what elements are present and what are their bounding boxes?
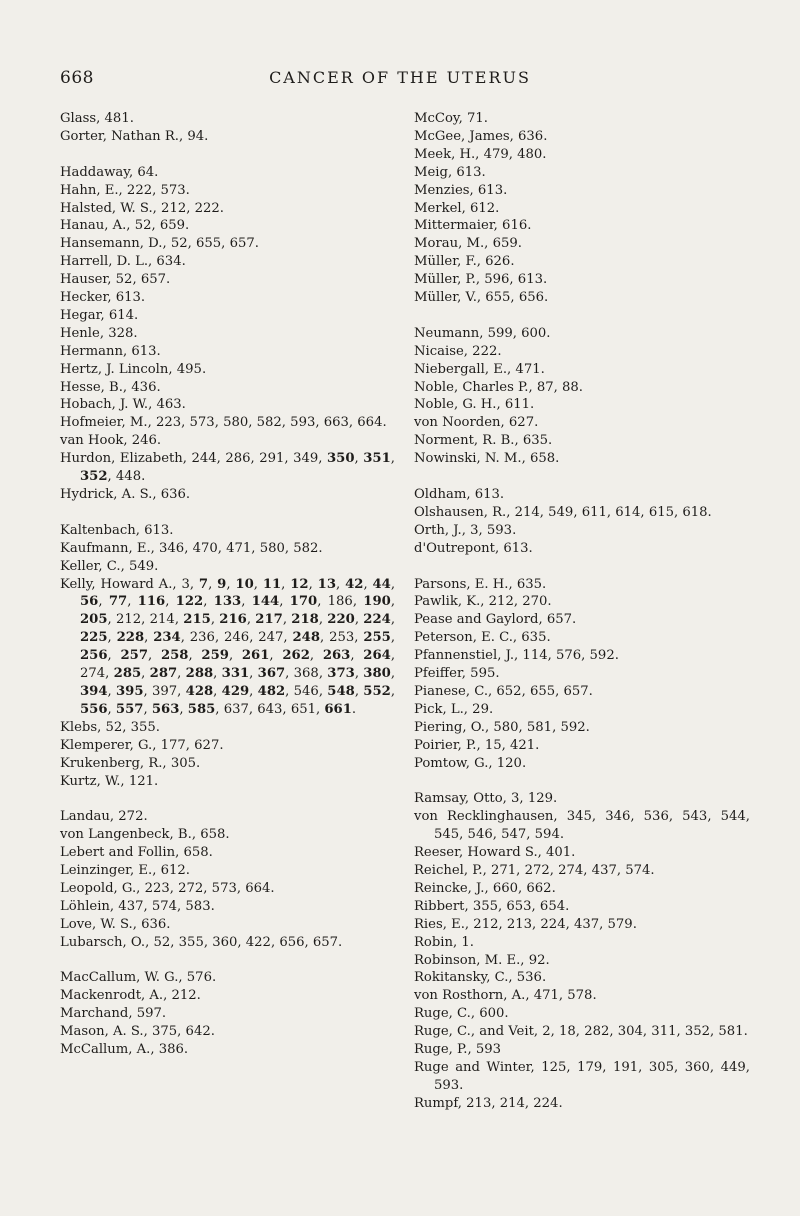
index-entry: Meek, H., 479, 480. [414, 146, 547, 162]
index-entry: Henle, 328. [60, 325, 138, 341]
index-entry: Orth, J., 3, 593. [414, 522, 517, 538]
index-entry: Robin, 1. [414, 934, 474, 950]
index-entry: Ruge, P., 593 [414, 1042, 501, 1058]
index-entry: Rumpf, 213, 214, 224. [414, 1095, 563, 1111]
index-entry: Rokitansky, C., 536. [414, 970, 547, 986]
index-entry: Ramsay, Otto, 3, 129. [414, 791, 558, 807]
index-entry: Pianese, C., 652, 655, 657. [414, 683, 593, 699]
index-entry: van Hook, 246. [60, 433, 162, 449]
index-entry: Löhlein, 437, 574, 583. [60, 898, 215, 914]
index-entry: Leopold, G., 223, 272, 573, 664. [60, 880, 275, 896]
section-gap [60, 504, 395, 522]
index-entry: Gorter, Nathan R., 94. [60, 128, 209, 144]
index-entry: Pomtow, G., 120. [414, 755, 527, 771]
index-entry: Hofmeier, M., 223, 573, 580, 582, 593, 663, 664. [60, 415, 387, 431]
index-entry: Pick, L., 29. [414, 701, 494, 717]
index-entry: Ribbert, 355, 653, 654. [414, 898, 570, 914]
index-entry: d'Outrepont, 613. [414, 540, 533, 556]
index-entry: Hurdon, Elizabeth, 244, 286, 291, 349, 350, 351, 352, 448. [60, 451, 395, 485]
index-entry: Ruge, C., 600. [414, 1006, 509, 1022]
index-entry: Mittermaier, 616. [414, 218, 532, 234]
index-entry: Noble, Charles P., 87, 88. [414, 379, 583, 395]
index-entry: Pease and Gaylord, 657. [414, 612, 577, 628]
index-entry: MacCallum, W. G., 576. [60, 970, 217, 986]
index-entry: Norment, R. B., 635. [414, 433, 553, 449]
index-entry: Müller, V., 655, 656. [414, 290, 549, 306]
index-entry: Reeser, Howard S., 401. [414, 845, 576, 861]
index-entry: Parsons, E. H., 635. [414, 576, 547, 592]
page-header [60, 68, 740, 88]
page-number: 668 [60, 68, 94, 88]
index-entry: Hermann, 613. [60, 343, 161, 359]
index-entry: Love, W. S., 636. [60, 916, 171, 932]
index-entry: Nicaise, 222. [414, 343, 502, 359]
index-entry: Halsted, W. S., 212, 222. [60, 200, 224, 216]
index-entry: Ries, E., 212, 213, 224, 437, 579. [414, 916, 637, 932]
index-entry: Hansemann, D., 52, 655, 657. [60, 236, 259, 252]
section-gap [60, 790, 395, 808]
index-entry: Oldham, 613. [414, 487, 505, 502]
index-entry: Lebert and Follin, 658. [60, 845, 213, 861]
index-entry: Merkel, 612. [414, 200, 500, 216]
index-entry: Müller, P., 596, 613. [414, 272, 548, 288]
index-entry: von Recklinghausen, 345, 346, 536, 543, 544, 545, 546, 547, 594. [414, 809, 750, 843]
index-entry: Müller, F., 626. [414, 254, 515, 270]
section-gap [414, 307, 750, 325]
index-entry: Ruge, C., and Veit, 2, 18, 282, 304, 311, 352, 581. [414, 1024, 748, 1040]
index-entry: Kaltenbach, 613. [60, 522, 174, 538]
index-entry: Meig, 613. [414, 164, 486, 180]
index-entry: Hydrick, A. S., 636. [60, 487, 191, 503]
index-entry: Hobach, J. W., 463. [60, 397, 186, 413]
index-entry: Mackenrodt, A., 212. [60, 988, 201, 1004]
section-gap [414, 772, 750, 790]
index-entry: McGee, James, 636. [414, 128, 548, 144]
index-entry: von Rosthorn, A., 471, 578. [414, 988, 597, 1004]
index-entry: Noble, G. H., 611. [414, 397, 535, 413]
index-entry: Hanau, A., 52, 659. [60, 218, 190, 234]
index-entry: Piering, O., 580, 581, 592. [414, 719, 590, 735]
index-entry: Robinson, M. E., 92. [414, 952, 550, 968]
index-entry: Poirier, P., 15, 421. [414, 737, 540, 753]
index-entry: Klebs, 52, 355. [60, 719, 160, 735]
index-entry: Haddaway, 64. [60, 164, 159, 180]
index-entry: Nowinski, N. M., 658. [414, 451, 560, 467]
index-entry: Keller, C., 549. [60, 558, 159, 574]
running-title: CANCER OF THE UTERUS [269, 68, 531, 87]
index-entry: Ruge and Winter, 125, 179, 191, 305, 360, 449, 593. [414, 1059, 750, 1093]
index-entry: Glass, 481. [60, 111, 134, 126]
index-entry: Klemperer, G., 177, 627. [60, 737, 224, 753]
section-gap [414, 468, 750, 486]
index-column-left [60, 110, 395, 1059]
index-entry: Menzies, 613. [414, 182, 508, 198]
index-entry: Reincke, J., 660, 662. [414, 880, 556, 896]
index-entry: Neumann, 599, 600. [414, 325, 551, 341]
index-entry: Hahn, E., 222, 573. [60, 182, 190, 198]
index-entry: Olshausen, R., 214, 549, 611, 614, 615, 618. [414, 504, 712, 520]
section-gap [60, 146, 395, 164]
index-entry: Kelly, Howard A., 3, 7, 9, 10, 11, 12, 13, 42, 44, 56, 77, 116, 122, 133, 144, 170, 186, 190, 205, 212, 214, 215, 216, 217, 218, 220, 224, 225, 228, 234, 236, 246, 247, 248, 253, 255, 256, 257, 258, 259, 261, 262, 263, 264, 274, 285, 287, 288, 331, 367, 368, 373, 380, 394, 395, 397, 428, 429, 482, 546, 548, 552, 556, 557, 563, 585, 637, 643, 651, 661. [60, 576, 396, 717]
index-entry: McCallum, A., 386. [60, 1042, 189, 1058]
index-entry: Mason, A. S., 375, 642. [60, 1024, 215, 1040]
index-entry: Peterson, E. C., 635. [414, 630, 551, 646]
index-entry: Marchand, 597. [60, 1006, 167, 1022]
index-entry: Hegar, 614. [60, 307, 139, 323]
index-entry: Leinzinger, E., 612. [60, 863, 190, 879]
section-gap [414, 558, 750, 576]
index-entry: Kurtz, W., 121. [60, 773, 159, 789]
index-entry: Pawlik, K., 212, 270. [414, 594, 552, 610]
index-entry: von Langenbeck, B., 658. [60, 827, 230, 843]
index-entry: Morau, M., 659. [414, 236, 522, 252]
section-gap [60, 952, 395, 970]
index-entry: Niebergall, E., 471. [414, 361, 545, 377]
index-column-right [414, 110, 750, 1113]
index-entry: Hauser, 52, 657. [60, 272, 171, 288]
index-entry: Hesse, B., 436. [60, 379, 161, 395]
index-entry: Harrell, D. L., 634. [60, 254, 186, 270]
index-entry: von Noorden, 627. [414, 415, 539, 431]
index-entry: McCoy, 71. [414, 111, 488, 126]
index-entry: Landau, 272. [60, 809, 148, 825]
index-entry: Reichel, P., 271, 272, 274, 437, 574. [414, 863, 655, 878]
index-entry: Kaufmann, E., 346, 470, 471, 580, 582. [60, 540, 323, 556]
index-entry: Hertz, J. Lincoln, 495. [60, 361, 207, 377]
index-entry: Lubarsch, O., 52, 355, 360, 422, 656, 657. [60, 934, 343, 950]
index-entry: Pfannenstiel, J., 114, 576, 592. [414, 648, 619, 664]
index-entry: Pfeiffer, 595. [414, 666, 500, 682]
index-entry: Krukenberg, R., 305. [60, 755, 201, 771]
index-entry: Hecker, 613. [60, 290, 146, 306]
